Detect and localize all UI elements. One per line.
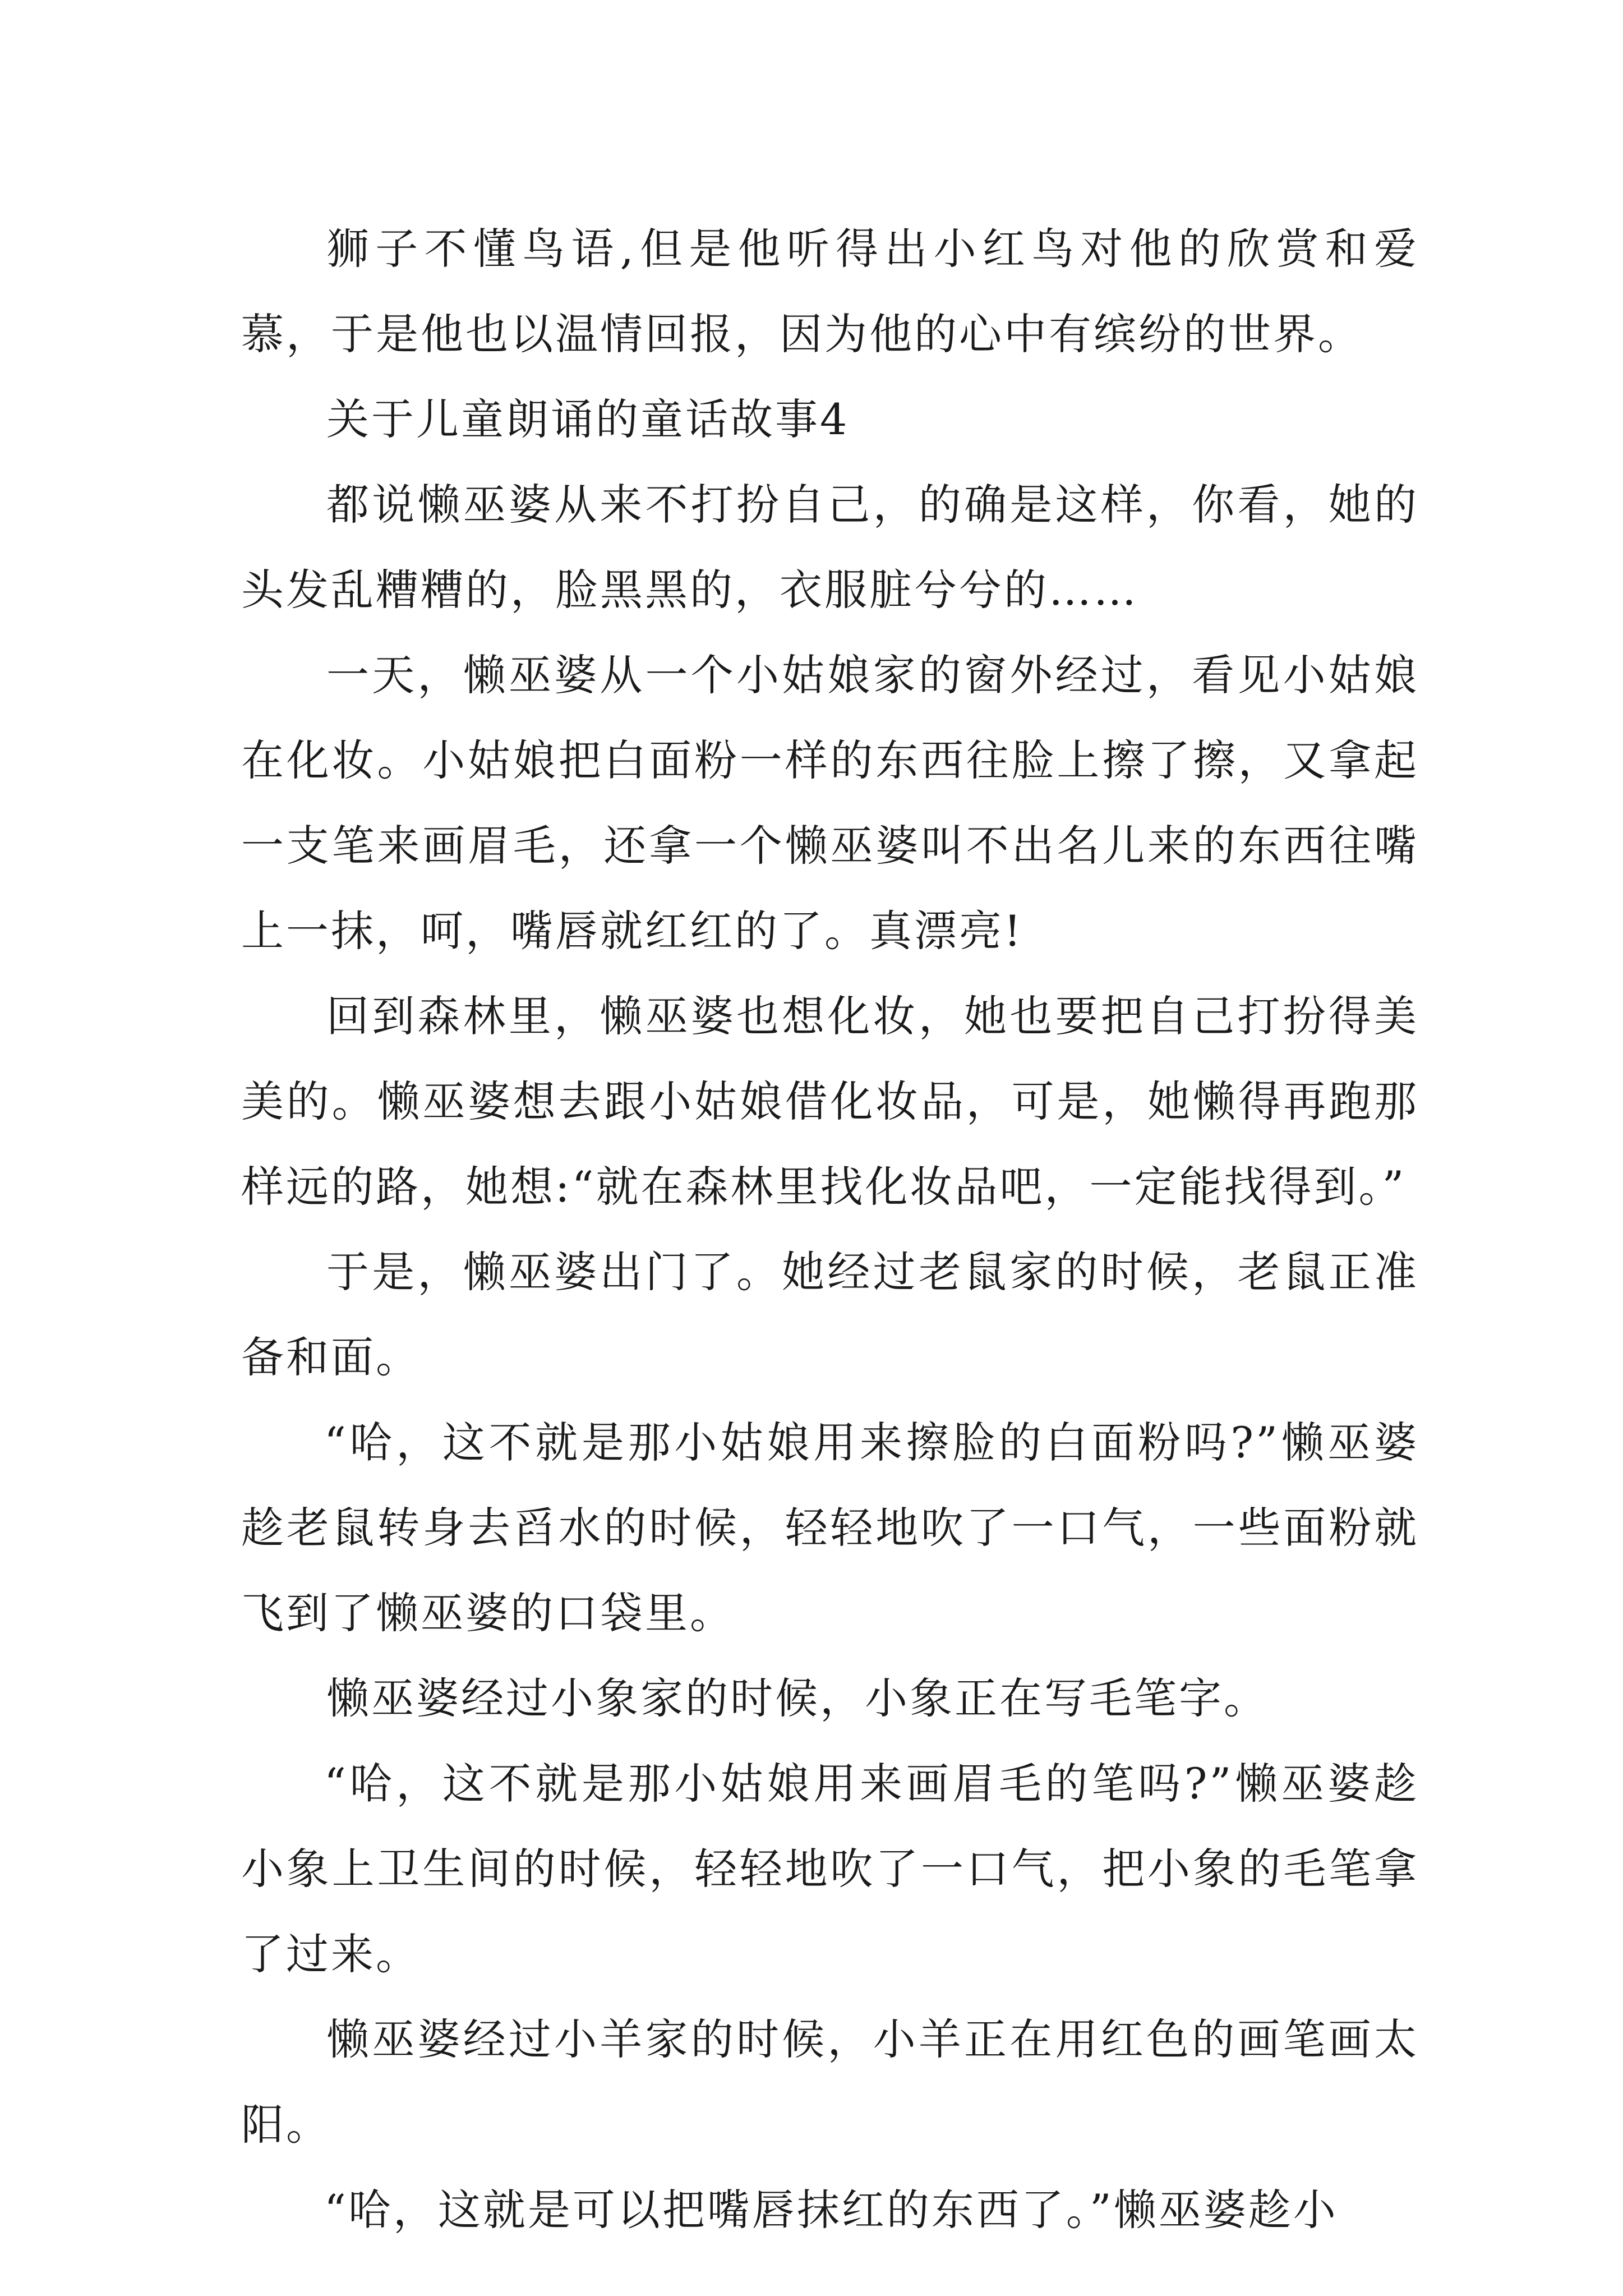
paragraph: “哈，这不就是那小姑娘用来画眉毛的笔吗?”懒巫婆趁小象上卫生间的时候，轻轻地吹了一口气，把小象的毛笔拿了过来。: [241, 1759, 1419, 1979]
paragraph: 回到森林里，懒巫婆也想化妆，她也要把自己打扮得美美的。懒巫婆想去跟小姑娘借化妆品，可是，她懒得再跑那样远的路，她想:“就在森林里找化妆品吧，一定能找得到。”: [241, 991, 1419, 1212]
paragraph: 懒巫婆经过小象家的时候，小象正在写毛笔字。: [326, 1673, 1269, 1723]
paragraph: 懒巫婆经过小羊家的时候，小羊正在用红色的画笔画太阳。: [241, 2014, 1419, 2150]
paragraph: “哈，这就是可以把嘴唇抹红的东西了。”懒巫婆趁小: [324, 2185, 1338, 2235]
paragraph: 一天，懒巫婆从一个小姑娘家的窗外经过，看见小姑娘在化妆。小姑娘把白面粉一样的东西往脸上擦了擦，又拿起一支笔来画眉毛，还拿一个懒巫婆叫不出名儿来的东西往嘴上一抹，呵，嘴唇就红红的了。真漂亮!: [241, 650, 1419, 956]
document-body: [241, 206, 1419, 2253]
paragraph: “哈，这不就是那小姑娘用来擦脸的白面粉吗?”懒巫婆趁老鼠转身去舀水的时候，轻轻地吹了一口气，一些面粉就飞到了懒巫婆的口袋里。: [241, 1418, 1419, 1638]
section-heading: 关于儿童朗诵的童话故事4: [326, 394, 850, 444]
paragraph: 于是，懒巫婆出门了。她经过老鼠家的时候，老鼠正准备和面。: [241, 1247, 1419, 1382]
paragraph: 狮子不懂鸟语,但是他听得出小红鸟对他的欣赏和爱慕，于是他也以温情回报，因为他的心中有缤纷的世界。: [241, 224, 1419, 359]
paragraph: 都说懒巫婆从来不打扮自己，的确是这样，你看，她的头发乱糟糟的，脸黑黑的，衣服脏兮兮的……: [241, 480, 1419, 615]
